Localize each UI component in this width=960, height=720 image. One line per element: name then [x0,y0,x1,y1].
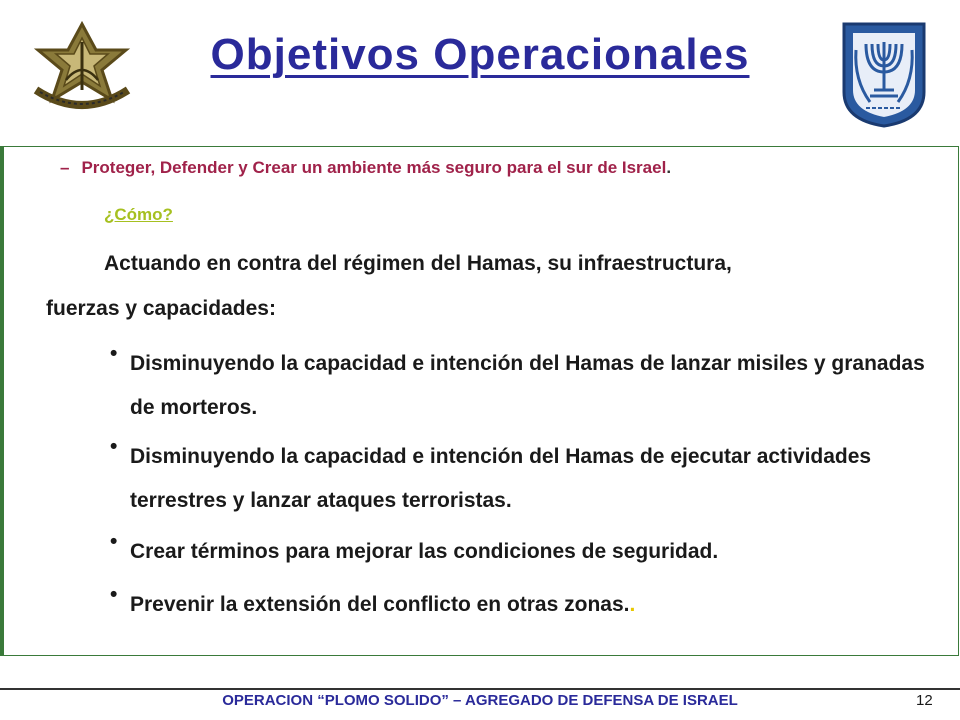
objective-period: . [666,158,672,177]
footer-divider [0,688,960,690]
fuerzas-line: fuerzas y capacidades: [46,297,276,320]
yellow-period: . [629,593,636,616]
objective-line [60,158,671,178]
bullet-item: Crear términos para mejorar las condiciones de seguridad. [130,540,719,563]
bullet-icon: • [110,435,118,458]
bullet-item [130,583,940,627]
page-title: Objetivos Operacionales [210,30,750,79]
actuando-line: Actuando en contra del régimen del Hamas, su infraestructura, [104,252,732,275]
bullet-icon: • [110,342,118,365]
bullet-icon: • [110,530,118,553]
bullet-icon: • [110,583,118,606]
dash-marker: – [60,158,70,177]
bullet-item: Disminuyendo la capacidad e intención del Hamas de ejecutar actividades terrestres y lanzar ataques terroristas. [130,445,872,512]
footer-text: OPERACION “PLOMO SOLIDO” – AGREGADO DE DEFENSA DE ISRAEL [222,692,738,709]
bullet-item: Disminuyendo la capacidad e intención del Hamas de lanzar misiles y granadas de morteros. [130,352,925,419]
objective-text: Proteger, Defender y Crear un ambiente más seguro para el sur de Israel [81,158,667,177]
bullet-item-text: Prevenir la extensión del conflicto en otras zonas. [130,593,630,616]
israel-emblem-menorah-icon [840,20,928,128]
page-number: 12 [916,692,933,709]
como-heading: ¿Cómo? [104,205,173,224]
